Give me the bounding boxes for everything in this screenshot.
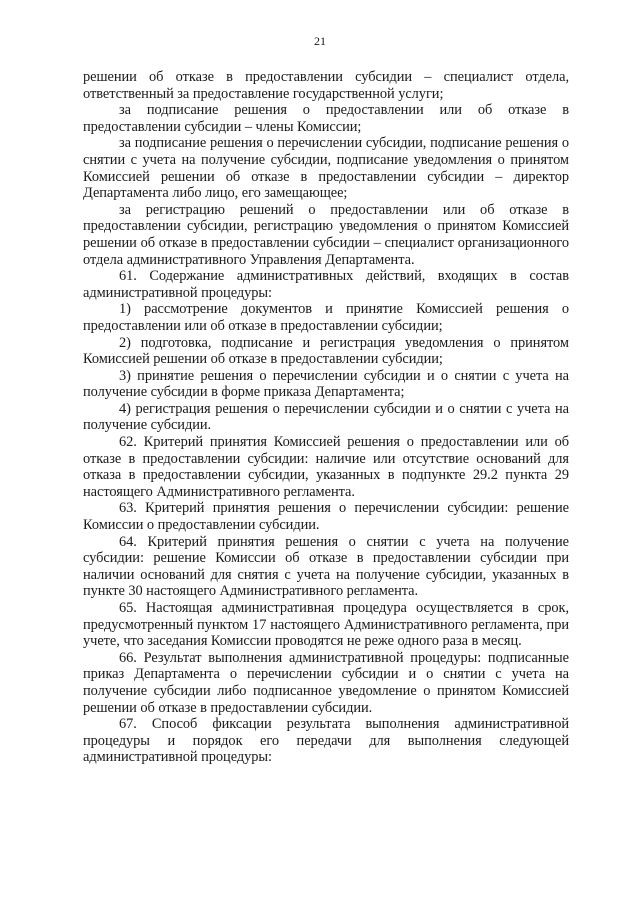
- paragraph-item-62: 62. Критерий принятия Комиссией решения о предоставлении или об отказе в предоставлении субсидии: наличие или отсутствие оснований для отказа в предоставлении субсидии, указанных в подпункте 29.2 пункта 29 настоящего Административного регламента.: [83, 434, 569, 500]
- paragraph-item-67: 67. Способ фиксации результата выполнения административной процедуры и порядок его передачи для выполнения следующей административной процедуры:: [83, 716, 569, 766]
- list-item: 2) подготовка, подписание и регистрация уведомления о принятом Комиссией решении об отказе в предоставлении субсидии;: [83, 334, 569, 368]
- paragraph-item-61: 61. Содержание административных действий, входящих в состав административной процедуры:: [83, 268, 569, 301]
- paragraph: за подписание решения о перечислении субсидии, подписание решения о снятии с учета на получение субсидии, подписание уведомления о принятом Комиссией решении об отказе в предоставлении субсидии – директор Департамента либо лицо, его замещающее;: [83, 135, 569, 202]
- paragraph-item-66: 66. Результат выполнения административной процедуры: подписанные приказ Департамента о перечислении субсидии и о снятии с учета на получение субсидии либо подписанное уведомление о принятом Комиссией решении об отказе в предоставлении субсидии.: [83, 649, 569, 716]
- paragraph-item-65: 65. Настоящая административная процедура осуществляется в срок, предусмотренный пунктом 17 настоящего Административного регламента, при учете, что заседания Комиссии проводятся не реже одного раза в месяц.: [83, 600, 569, 650]
- paragraph: за подписание решения о предоставлении или об отказе в предоставлении субсидии – члены Комиссии;: [83, 102, 569, 135]
- page-number: 21: [314, 34, 326, 48]
- paragraph-continuation: решении об отказе в предоставлении субсидии – специалист отдела, ответственный за предоставление государственной услуги;: [83, 69, 569, 102]
- list-item: 3) принятие решения о перечислении субсидии и о снятии с учета на получение субсидии в форме приказа Департамента;: [83, 367, 569, 401]
- paragraph-item-64: 64. Критерий принятия решения о снятии с учета на получение субсидии: решение Комиссии об отказе в предоставлении субсидии при наличии оснований для снятия с учета на получение субсидии, указанных в пункте 30 настоящего Административного регламента.: [83, 533, 569, 600]
- list-item: 1) рассмотрение документов и принятие Комиссией решения о предоставлении или об отказе в предоставлении субсидии;: [83, 301, 569, 334]
- paragraph-item-63: 63. Критерий принятия решения о перечислении субсидии: решение Комиссии о предоставлении субсидии.: [83, 500, 569, 534]
- paragraph: за регистрацию решений о предоставлении или об отказе в предоставлении субсидии, регистрацию уведомления о принятом Комиссией решении об отказе в предоставлении субсидии – специалист организационного отдела административного Управления Департамента.: [83, 201, 569, 268]
- list-item: 4) регистрация решения о перечислении субсидии и о снятии с учета на получение субсидии.: [83, 400, 569, 434]
- document-body: [83, 69, 569, 766]
